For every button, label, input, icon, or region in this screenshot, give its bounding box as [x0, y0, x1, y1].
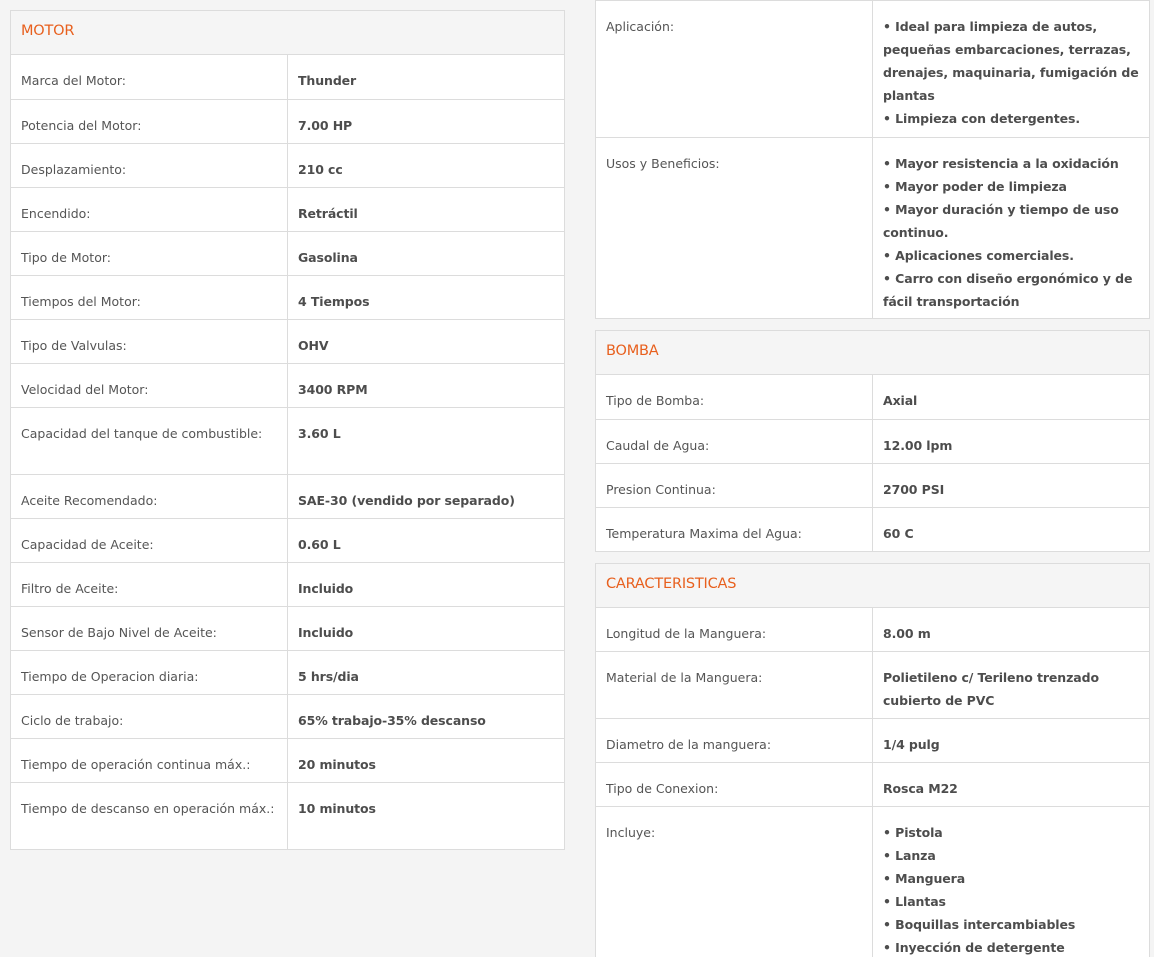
list-item: • Lanza — [883, 844, 1139, 867]
spec-value: 3400 RPM — [288, 363, 565, 407]
spec-value: 10 minutos — [288, 782, 565, 849]
bullet-list — [883, 15, 1139, 130]
spec-value: Gasolina — [288, 231, 565, 275]
table-row — [596, 463, 1150, 507]
spec-label: Longitud de la Manguera: — [596, 608, 873, 652]
table-row — [596, 1, 1150, 138]
spec-label: Sensor de Bajo Nivel de Aceite: — [11, 606, 288, 650]
table-row — [11, 187, 565, 231]
spec-label: Aceite Recomendado: — [11, 474, 288, 518]
table-row — [11, 407, 565, 474]
motor-section-title: MOTOR — [10, 10, 565, 55]
table-row — [596, 419, 1150, 463]
spec-value: 60 C — [873, 507, 1150, 551]
motor-section — [10, 10, 565, 850]
list-item: • Llantas — [883, 890, 1139, 913]
spec-value: 65% trabajo-35% descanso — [288, 694, 565, 738]
spec-value-list — [873, 138, 1150, 319]
table-row — [11, 474, 565, 518]
table-row — [596, 763, 1150, 807]
spec-value: 8.00 m — [873, 608, 1150, 652]
list-item: • Ideal para limpieza de autos, pequeñas embarcaciones, terrazas, drenajes, maquinaria, fumigación de plantas — [883, 15, 1139, 107]
table-row — [596, 608, 1150, 652]
table-row — [596, 507, 1150, 551]
table-row — [11, 738, 565, 782]
spec-value: 4 Tiempos — [288, 275, 565, 319]
spec-value-list — [873, 1, 1150, 138]
table-row — [11, 55, 565, 99]
table-row — [11, 606, 565, 650]
spec-label: Aplicación: — [596, 1, 873, 138]
right-column — [595, 0, 1150, 957]
spec-label: Marca del Motor: — [11, 55, 288, 99]
caracteristicas-spec-table — [595, 608, 1150, 957]
caracteristicas-section-title: CARACTERISTICAS — [595, 563, 1150, 608]
spec-label: Velocidad del Motor: — [11, 363, 288, 407]
table-row — [11, 694, 565, 738]
section-spacer — [595, 319, 1150, 330]
spec-value-list — [873, 807, 1150, 957]
list-item: • Limpieza con detergentes. — [883, 107, 1139, 130]
spec-label: Presion Continua: — [596, 463, 873, 507]
table-row — [11, 518, 565, 562]
section-spacer — [595, 552, 1150, 563]
spec-value: 3.60 L — [288, 407, 565, 474]
list-item: • Mayor resistencia a la oxidación — [883, 152, 1139, 175]
spec-value: Axial — [873, 375, 1150, 419]
spec-label: Desplazamiento: — [11, 143, 288, 187]
table-row — [11, 782, 565, 849]
spec-label: Tiempo de Operacion diaria: — [11, 650, 288, 694]
table-row — [596, 138, 1150, 319]
table-row — [11, 275, 565, 319]
table-row — [596, 652, 1150, 719]
list-item: • Inyección de detergente — [883, 936, 1139, 957]
spec-label: Tiempos del Motor: — [11, 275, 288, 319]
spec-label: Diametro de la manguera: — [596, 719, 873, 763]
spec-value: Rosca M22 — [873, 763, 1150, 807]
spec-value: OHV — [288, 319, 565, 363]
spec-label: Ciclo de trabajo: — [11, 694, 288, 738]
bomba-section-title: BOMBA — [595, 330, 1150, 375]
spec-value: 2700 PSI — [873, 463, 1150, 507]
spec-label: Filtro de Aceite: — [11, 562, 288, 606]
spec-value: 1/4 pulg — [873, 719, 1150, 763]
spec-value: SAE-30 (vendido por separado) — [288, 474, 565, 518]
list-item: • Manguera — [883, 867, 1139, 890]
bomba-spec-table — [595, 375, 1150, 552]
general-spec-table — [595, 0, 1150, 319]
spec-label: Tiempo de operación continua máx.: — [11, 738, 288, 782]
spec-label: Potencia del Motor: — [11, 99, 288, 143]
spec-value: 0.60 L — [288, 518, 565, 562]
spec-label: Encendido: — [11, 187, 288, 231]
list-item: • Aplicaciones comerciales. — [883, 244, 1139, 267]
table-row — [596, 719, 1150, 763]
table-row — [11, 650, 565, 694]
spec-value: Incluido — [288, 562, 565, 606]
table-row — [11, 231, 565, 275]
list-item: • Mayor poder de limpieza — [883, 175, 1139, 198]
table-row — [11, 99, 565, 143]
spec-value: 5 hrs/dia — [288, 650, 565, 694]
spec-label: Material de la Manguera: — [596, 652, 873, 719]
spec-label: Tipo de Valvulas: — [11, 319, 288, 363]
spec-value: Incluido — [288, 606, 565, 650]
table-row — [596, 807, 1150, 957]
spec-label: Tipo de Conexion: — [596, 763, 873, 807]
spec-value: Polietileno c/ Terileno trenzado cubierto de PVC — [873, 652, 1150, 719]
table-row — [11, 363, 565, 407]
spec-value: 12.00 lpm — [873, 419, 1150, 463]
list-item: • Pistola — [883, 821, 1139, 844]
spec-label: Incluye: — [596, 807, 873, 957]
spec-value: Retráctil — [288, 187, 565, 231]
spec-value: 20 minutos — [288, 738, 565, 782]
spec-label: Capacidad del tanque de combustible: — [11, 407, 288, 474]
spec-label: Tipo de Motor: — [11, 231, 288, 275]
spec-value: 7.00 HP — [288, 99, 565, 143]
bullet-list — [883, 821, 1139, 957]
bullet-list — [883, 152, 1139, 313]
spec-label: Caudal de Agua: — [596, 419, 873, 463]
spec-value: Thunder — [288, 55, 565, 99]
spec-label: Usos y Beneficios: — [596, 138, 873, 319]
spec-value: 210 cc — [288, 143, 565, 187]
list-item: • Carro con diseño ergonómico y de fácil transportación — [883, 267, 1139, 313]
table-row — [11, 562, 565, 606]
spec-label: Temperatura Maxima del Agua: — [596, 507, 873, 551]
table-row — [11, 143, 565, 187]
table-row — [11, 319, 565, 363]
spec-label: Tiempo de descanso en operación máx.: — [11, 782, 288, 849]
table-row — [596, 375, 1150, 419]
list-item: • Mayor duración y tiempo de uso continuo. — [883, 198, 1139, 244]
spec-label: Tipo de Bomba: — [596, 375, 873, 419]
list-item: • Boquillas intercambiables — [883, 913, 1139, 936]
spec-label: Capacidad de Aceite: — [11, 518, 288, 562]
motor-spec-table — [10, 55, 565, 850]
